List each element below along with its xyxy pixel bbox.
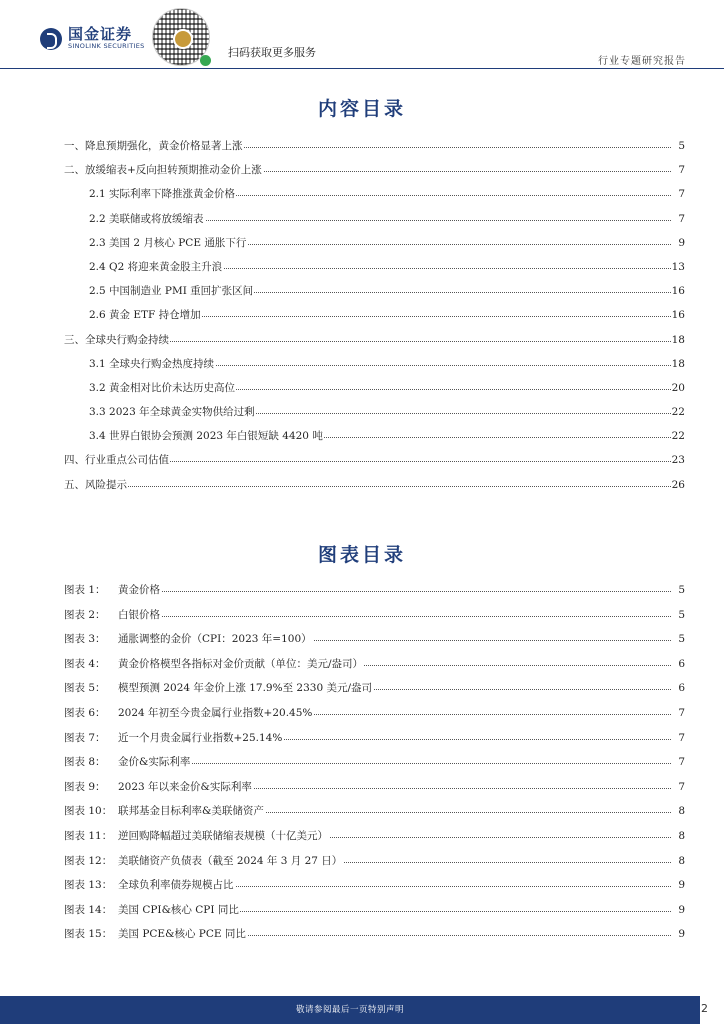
toc-entry-page: 18 <box>671 357 685 370</box>
toc-entry[interactable] <box>64 136 685 160</box>
toc-entry[interactable] <box>64 305 685 329</box>
figure-entry-number: 图表 12： <box>64 854 113 867</box>
figure-entry[interactable] <box>64 605 685 630</box>
wechat-badge-icon <box>200 55 211 66</box>
figure-entry-page: 6 <box>678 682 685 695</box>
toc-entry[interactable] <box>64 354 685 378</box>
figure-entry[interactable] <box>64 703 685 728</box>
figure-entry-page: 8 <box>678 805 685 818</box>
figure-entry-number: 图表 11： <box>64 829 113 842</box>
figure-entry-page: 9 <box>678 879 685 892</box>
footer-disclaimer: 敬请参阅最后一页特别声明 <box>295 1005 404 1015</box>
logo-icon <box>40 28 62 50</box>
company-logo <box>40 26 145 51</box>
header-divider <box>0 68 724 69</box>
figure-entry-label: 模型预测 2024 年金价上涨 17.9%至 2330 美元/盎司 <box>118 682 373 695</box>
figure-entry[interactable] <box>64 900 685 925</box>
page-header <box>0 0 724 70</box>
toc-entry-page: 9 <box>678 236 685 249</box>
figure-entry-label: 美国 PCE&核心 PCE 同比 <box>118 928 246 941</box>
toc-leader-dots <box>64 486 671 487</box>
figure-entry-number: 图表 1： <box>64 584 106 596</box>
figure-entry[interactable] <box>64 801 685 826</box>
toc-entry-page: 7 <box>678 212 685 225</box>
toc-title: 内容目录 <box>317 98 406 120</box>
toc-entry-page: 22 <box>671 430 685 443</box>
toc-entry-page: 7 <box>678 188 685 201</box>
figure-entry-page: 7 <box>678 756 685 769</box>
figures-title: 图表目录 <box>317 544 406 566</box>
figure-entry-number: 图表 14： <box>64 903 113 916</box>
toc-entry-label: 2.2 美联储或将放缓缩表 <box>89 212 204 225</box>
toc-entry-label: 四、行业重点公司估值 <box>64 454 169 467</box>
figure-entry-label: 金价&实际利率 <box>118 756 191 769</box>
toc-entry-label: 2.6 黄金 ETF 持仓增加 <box>89 309 201 322</box>
figure-entry-label: 美联储资产负债表（截至 2024 年 3 月 27 日） <box>118 854 343 867</box>
figures-list <box>64 580 685 949</box>
toc-entry-page: 26 <box>671 478 685 491</box>
figure-entry[interactable] <box>64 875 685 900</box>
toc-entry[interactable] <box>64 209 685 233</box>
figure-entry-page: 5 <box>678 608 685 621</box>
toc-entry[interactable] <box>64 378 685 402</box>
figure-entry[interactable] <box>64 826 685 851</box>
toc-entry-page: 5 <box>678 140 685 152</box>
logo-name-cn: 国金证券 <box>68 25 133 43</box>
figure-entry-page: 5 <box>678 584 685 596</box>
toc-entry-label: 3.2 黄金相对比价未达历史高位 <box>89 381 236 394</box>
figure-entry-label: 2024 年初至今贵金属行业指数+20.45% <box>118 706 313 719</box>
figure-entry-number: 图表 3： <box>64 633 106 646</box>
figure-leader-dots <box>118 616 671 617</box>
page-number: 2 <box>701 1002 708 1015</box>
figure-entry-page: 7 <box>678 731 685 744</box>
figure-entry[interactable] <box>64 924 685 949</box>
toc-entry[interactable] <box>64 450 685 474</box>
figure-entry-label: 通胀调整的金价（CPI：2023 年=100） <box>118 633 312 646</box>
figure-entry-label: 逆回购降幅超过美联储缩表规模（十亿美元） <box>118 829 328 842</box>
figure-entry-page: 7 <box>678 780 685 793</box>
toc-entry-page: 13 <box>671 260 685 273</box>
toc-entry-label: 三、全球央行购金持续 <box>64 333 169 346</box>
toc-entry[interactable] <box>64 402 685 426</box>
figure-entry-page: 8 <box>678 854 685 867</box>
figure-entry-number: 图表 10： <box>64 805 113 818</box>
figure-entry-label: 近一个月贵金属行业指数+25.14% <box>118 731 283 744</box>
report-type: 行业专题研究报告 <box>598 56 686 67</box>
figure-entry-label: 全球负利率债券规模占比 <box>118 879 234 892</box>
toc-entry[interactable] <box>64 184 685 208</box>
toc-entry-page: 23 <box>671 454 685 467</box>
figure-entry[interactable] <box>64 580 685 605</box>
toc-entry-label: 一、降息预期强化，黄金价格显著上涨 <box>64 140 243 152</box>
figure-entry-number: 图表 5： <box>64 682 106 695</box>
toc-entry-page: 16 <box>671 309 685 322</box>
figure-entry-number: 图表 13： <box>64 879 113 892</box>
toc-entry-page: 22 <box>671 406 685 419</box>
figure-entry-label: 美国 CPI&核心 CPI 同比 <box>118 903 239 916</box>
toc-entry-page: 20 <box>671 381 685 394</box>
figure-entry-label: 黄金价格模型各指标对金价贡献（单位：美元/盎司） <box>118 657 364 670</box>
figure-entry-label: 白银价格 <box>118 608 160 621</box>
toc-entry-label: 3.1 全球央行购金热度持续 <box>89 357 215 370</box>
figure-entry-number: 图表 2： <box>64 608 106 621</box>
toc-entry[interactable] <box>64 233 685 257</box>
toc-entry[interactable] <box>64 330 685 354</box>
figure-entry-number: 图表 8： <box>64 756 106 769</box>
toc-entry[interactable] <box>64 257 685 281</box>
figure-entry-page: 9 <box>678 903 685 916</box>
figure-entry[interactable] <box>64 654 685 679</box>
figure-entry-number: 图表 6： <box>64 706 106 719</box>
figure-entry-page: 9 <box>678 928 685 941</box>
figure-entry[interactable] <box>64 629 685 654</box>
figure-entry-label: 联邦基金目标利率&美联储资产 <box>118 805 264 818</box>
toc-entry[interactable] <box>64 281 685 305</box>
toc-list <box>64 136 685 499</box>
figure-entry[interactable] <box>64 851 685 876</box>
figure-entry[interactable] <box>64 728 685 753</box>
figure-entry[interactable] <box>64 777 685 802</box>
toc-entry-label: 3.4 世界白银协会预测 2023 年白银短缺 4420 吨 <box>89 430 323 443</box>
toc-entry-label: 2.4 Q2 将迎来黄金股主升浪 <box>89 260 223 273</box>
toc-entry-label: 五、风险提示 <box>64 478 127 491</box>
figure-leader-dots <box>118 591 671 592</box>
toc-entry-page: 18 <box>671 333 685 346</box>
figure-entry-label: 黄金价格 <box>118 584 160 596</box>
toc-entry[interactable] <box>64 160 685 184</box>
toc-entry-page: 16 <box>671 285 685 298</box>
toc-entry-label: 2.1 实际利率下降推涨黄金价格 <box>89 188 236 201</box>
figure-leader-dots <box>118 763 671 764</box>
figure-entry-number: 图表 4： <box>64 657 106 670</box>
toc-entry-label: 2.5 中国制造业 PMI 重回扩张区间 <box>89 285 254 298</box>
figure-entry[interactable] <box>64 678 685 703</box>
toc-entry-label: 二、放缓缩表+反向担转预期推动金价上涨 <box>64 164 262 177</box>
logo-name-en: SINOLINK SECURITIES <box>68 42 145 50</box>
toc-entry[interactable] <box>64 475 685 499</box>
figure-entry-number: 图表 9： <box>64 780 106 793</box>
figure-entry-number: 图表 7： <box>64 731 106 744</box>
toc-entry[interactable] <box>64 426 685 450</box>
figure-entry-page: 7 <box>678 706 685 719</box>
figure-entry-label: 2023 年以来金价&实际利率 <box>118 780 252 793</box>
toc-entry-label: 3.3 2023 年全球黄金实物供给过剩 <box>89 406 255 419</box>
figure-entry[interactable] <box>64 752 685 777</box>
scan-prompt: 扫码获取更多服务 <box>228 46 316 59</box>
toc-entry-page: 7 <box>678 164 685 177</box>
figure-entry-page: 6 <box>678 657 685 670</box>
figure-entry-page: 5 <box>678 633 685 646</box>
figure-entry-number: 图表 15： <box>64 928 113 941</box>
toc-entry-label: 2.3 美国 2 月核心 PCE 通胀下行 <box>89 236 247 249</box>
figure-entry-page: 8 <box>678 829 685 842</box>
qr-code-icon <box>152 8 210 66</box>
